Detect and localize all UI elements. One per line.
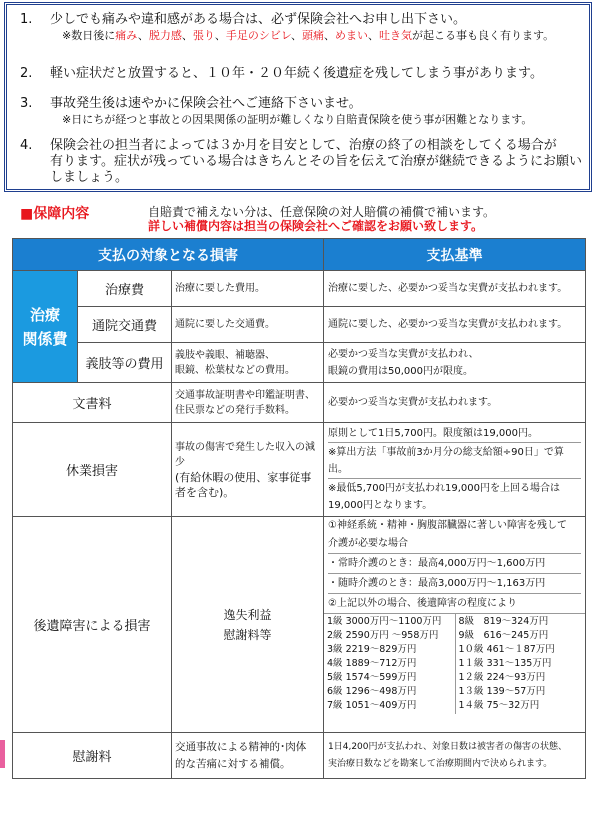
symptom-highlight: 頭痛 — [302, 29, 325, 42]
table-row — [13, 307, 586, 343]
item-desc-line: 的な苦痛に対する補償。 — [175, 757, 291, 770]
grade-column-right — [455, 614, 586, 714]
grade-row: 5級 1574〜599万円 — [327, 672, 417, 683]
notice-subtext-part: が起こる事も良く有ります。 — [412, 29, 555, 42]
grade-table — [324, 613, 585, 714]
grade-row: 1２級 224〜93万円 — [458, 672, 546, 683]
notice-subtext-part: 、 — [324, 29, 336, 42]
notice-subtext — [62, 28, 554, 44]
compensation-table — [12, 238, 586, 779]
item-basis-line: 眼鏡の費用は50,000円が限度。 — [328, 365, 473, 377]
item-desc: 治療に要した費用。 — [172, 271, 324, 307]
category-label-line-2: 関係費 — [22, 329, 68, 348]
grade-row: 2級 2590万円 〜958万円 — [327, 630, 439, 641]
symptom-highlight: 吐き気 — [379, 29, 413, 42]
grade-row: 1１級 331〜135万円 — [458, 658, 552, 669]
item-desc-line: (有給休暇の使用、家事従事 — [175, 470, 312, 484]
item-name: 文書料 — [13, 383, 172, 423]
table-row — [13, 343, 586, 383]
symptom-highlight: 痛み — [115, 29, 138, 42]
item-basis-line: 実治療日数などを勘案して治療期間内で決められます。 — [328, 758, 553, 769]
item-desc-line: 事故の傷害で発生した収入の減少 — [175, 441, 315, 468]
item-basis — [324, 733, 586, 779]
section-title: ■保障内容 — [20, 206, 90, 222]
item-desc — [172, 343, 324, 383]
notice-number: 1. — [20, 12, 33, 27]
notice-text-line-2: 有ります。症状が残っている場合はきちんとその旨を伝えて治療が継続できるようにお願い — [50, 154, 582, 169]
table-row — [13, 517, 586, 733]
table-row — [13, 733, 586, 779]
item-basis-line: ※最低5,700円が支払われ19,000円を上回る場合は — [328, 478, 581, 497]
notice-number: 2. — [20, 66, 33, 81]
grade-row: 8級 819〜324万円 — [458, 616, 549, 627]
section-note: 自賠責で補えない分は、任意保険の対人賠償の補償で補います。 — [148, 205, 496, 219]
item-basis: 治療に要した、必要かつ妥当な実費が支払われます。 — [324, 271, 586, 307]
item-desc — [172, 733, 324, 779]
item-desc — [172, 423, 324, 517]
notice-text: 少しでも痛みや違和感がある場合は、必ず保険会社へお申し出下さい。 — [50, 12, 467, 27]
item-name: 慰謝料 — [13, 733, 172, 779]
item-basis-line: 1日4,200円が支払われ、対象日数は被害者の傷害の状態、 — [328, 741, 568, 752]
grade-row: 3級 2219〜829万円 — [327, 644, 417, 655]
item-name: 休業損害 — [13, 423, 172, 517]
item-name: 後遺障害による損害 — [13, 517, 172, 733]
item-desc-line: 眼鏡、松葉杖などの費用。 — [175, 364, 295, 376]
item-desc-line: 義肢や義眼、補聴器、 — [175, 349, 275, 361]
item-basis-line: 原則として1日5,700円。限度額は19,000円。 — [328, 428, 538, 439]
header-basis: 支払基準 — [324, 239, 586, 271]
item-basis — [324, 517, 586, 733]
item-basis: 必要かつ妥当な実費が支払われます。 — [324, 383, 586, 423]
notice-subtext-part: 、 — [368, 29, 380, 42]
item-basis-line: ・常時介護のとき：最高4,000万円〜1,600万円 — [328, 553, 581, 573]
item-desc — [172, 517, 324, 733]
notice-number: 4. — [20, 138, 33, 153]
notice-text: 軽い症状だと放置すると、１０年・２０年続く後遺症を残してしまう事があります。 — [50, 66, 543, 81]
item-name: 通院交通費 — [78, 307, 172, 343]
item-desc-line: 逸失利益 — [223, 607, 272, 622]
notice-subtext-part: 、 — [181, 29, 193, 42]
item-basis-line: 介護が必要な場合 — [328, 538, 408, 549]
grade-row: 6級 1296〜498万円 — [327, 686, 417, 697]
item-desc-line: 交通事故証明書や印鑑証明書、 — [175, 389, 315, 401]
header-damage: 支払の対象となる損害 — [13, 239, 324, 271]
item-basis-line: 19,000円となります。 — [328, 500, 433, 511]
item-desc: 通院に要した交通費。 — [172, 307, 324, 343]
item-name: 治療費 — [78, 271, 172, 307]
item-desc-line: 交通事故による精神的･肉体 — [175, 740, 307, 753]
grade-row: 4級 1889〜712万円 — [327, 658, 417, 669]
table-row — [13, 383, 586, 423]
notice-subtext-part: ※数日後に — [62, 29, 116, 42]
symptom-highlight: めまい — [335, 29, 369, 42]
item-desc-line: 慰謝料等 — [223, 627, 272, 642]
grade-row: 1級 3000万円〜1100万円 — [327, 616, 442, 627]
item-basis-line: ①神経系統・精神・胸腹部臓器に著しい障害を残して — [328, 520, 567, 531]
grade-row: 1４級 75〜32万円 — [458, 700, 540, 711]
grade-row: 1０級 461〜１87万円 — [458, 644, 555, 655]
grade-row: 1３級 139〜57万円 — [458, 686, 546, 697]
item-basis-line: 必要かつ妥当な実費が支払われ、 — [328, 348, 479, 360]
item-desc-line: 者を含む)。 — [175, 485, 235, 499]
notice-number: 3. — [20, 96, 33, 111]
symptom-highlight: 手足のシビレ — [225, 29, 292, 42]
item-desc-line: 住民票などの発行手数料。 — [175, 404, 295, 416]
side-marker — [0, 740, 5, 768]
notice-text-line-1: 保険会社の担当者によっては３か月を目安として、治療の終了の相談をしてくる場合が — [50, 138, 557, 153]
symptom-highlight: 張り — [192, 29, 215, 42]
category-label-line-1: 治療 — [29, 305, 60, 324]
section-note-highlight: 詳しい補償内容は担当の保険会社へご確認をお願い致します。 — [148, 219, 484, 233]
symptom-highlight: 脱力感 — [148, 29, 182, 42]
item-basis — [324, 423, 586, 517]
table-row — [13, 423, 586, 517]
item-basis: 通院に要した、必要かつ妥当な実費が支払われます。 — [324, 307, 586, 343]
item-basis-line: ※算出方法「事故前3か月分の総支給額÷90日」で算出。 — [328, 442, 581, 478]
item-name: 義肢等の費用 — [78, 343, 172, 383]
grade-row: 9級 616〜245万円 — [458, 630, 549, 641]
item-basis — [324, 343, 586, 383]
notice-subtext: ※日にちが経つと事故との因果関係の証明が難しくなり自賠責保険を使う事が困難となります。 — [62, 113, 533, 126]
notice-text-line-3: しましょう。 — [50, 170, 129, 185]
item-desc — [172, 383, 324, 423]
notice-subtext-part: 、 — [291, 29, 303, 42]
notice-text: 事故発生後は速やかに保険会社へご連絡下さいませ。 — [50, 96, 362, 111]
item-basis-line: ②上記以外の場合、後遺障害の程度により — [328, 593, 581, 613]
category-medical — [13, 271, 78, 383]
table-row — [13, 271, 586, 307]
grade-row: 7級 1051〜409万円 — [327, 700, 417, 711]
item-basis-line: ・随時介護のとき：最高3,000万円〜1,163万円 — [328, 573, 581, 593]
notice-subtext-part: 、 — [214, 29, 226, 42]
grade-column-left — [324, 614, 455, 714]
notice-subtext-part: 、 — [137, 29, 149, 42]
